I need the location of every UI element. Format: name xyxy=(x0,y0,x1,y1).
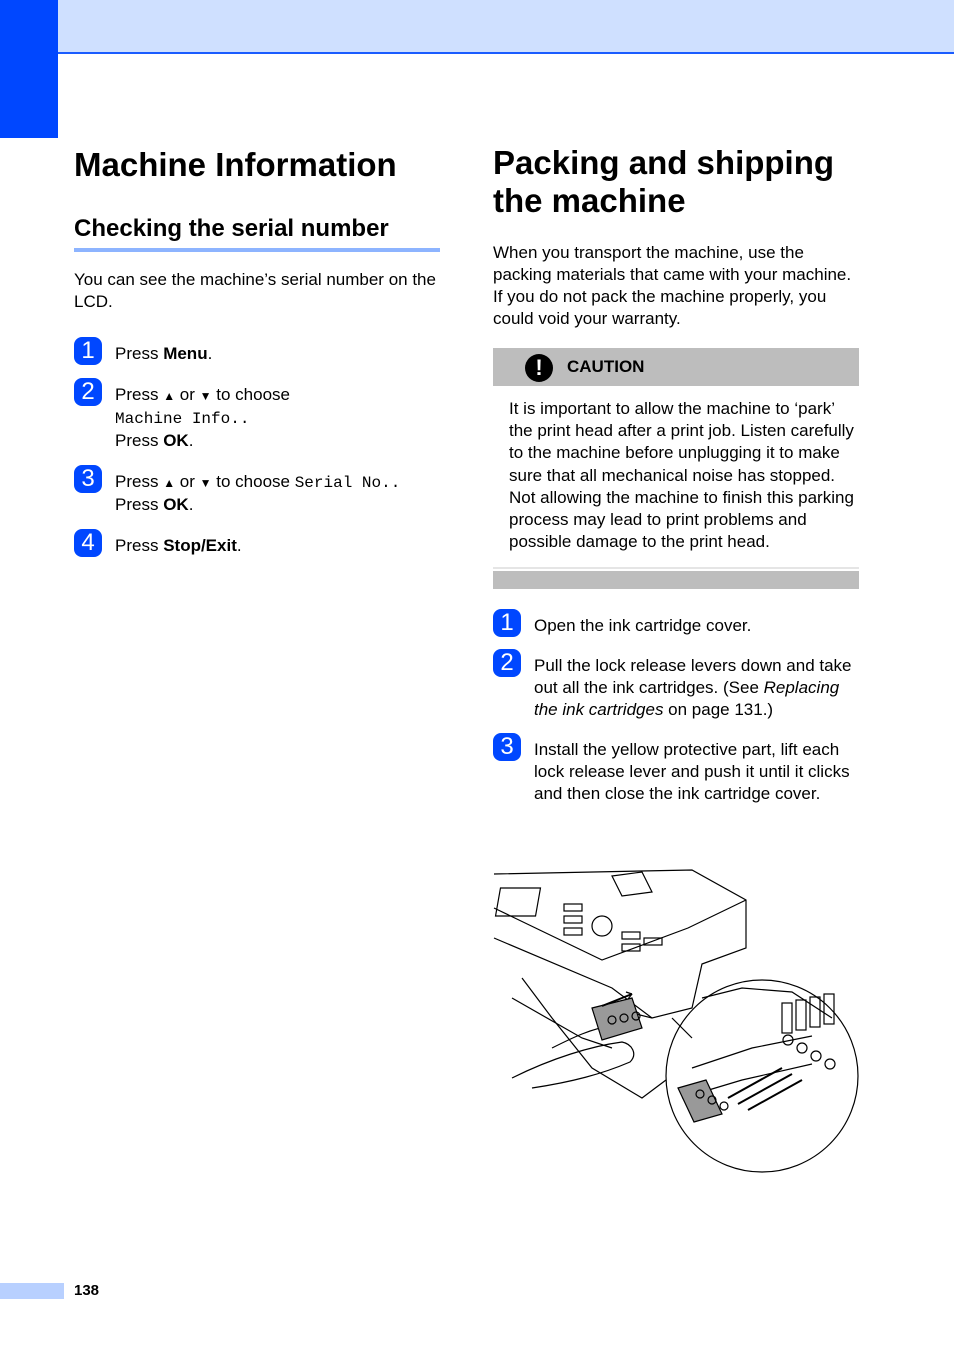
step-number: 1 xyxy=(493,609,521,637)
list-item: 1 Open the ink cartridge cover. xyxy=(493,615,859,637)
menu-key-label: Menu xyxy=(163,344,208,363)
lcd-text: Machine Info.. xyxy=(115,410,250,428)
chapter-tab xyxy=(0,0,58,138)
step-number: 1 xyxy=(74,337,102,365)
step-number: 3 xyxy=(493,733,521,761)
step-number: 3 xyxy=(74,465,102,493)
caution-footer-bar xyxy=(493,571,859,589)
step-number: 2 xyxy=(74,378,102,406)
step-number: 2 xyxy=(493,649,521,677)
list-item: 1 Press Menu. xyxy=(74,343,440,365)
ok-key-label: OK xyxy=(163,495,189,514)
down-arrow-icon: ▼ xyxy=(199,476,212,490)
list-item: 3 Press ▲ or ▼ to choose Serial No.. Press OK. xyxy=(74,471,440,516)
caution-header xyxy=(493,348,859,386)
caution-divider xyxy=(493,567,859,569)
packing-title: Packing and shipping the machine xyxy=(493,144,835,219)
caution-text: It is important to allow the machine to ‘park’ the print head after a print job. Listen carefully to the machine before unplugging it to make sure that all mechanical noise has stopped. Not allowing the machine to finish this parking process may lead to print problems and possible damage to the print head. xyxy=(509,399,854,552)
stop-exit-key-label: Stop/Exit xyxy=(163,536,237,555)
list-item: 3 Install the yellow protective part, lift each lock release lever and push it until it clicks and then close the ink cartridge cover. xyxy=(493,739,859,805)
list-item: 2 Press ▲ or ▼ to choose Machine Info.. Press OK. xyxy=(74,384,440,452)
list-item: 2 Pull the lock release levers down and take out all the ink cartridges. (See Replacing the ink cartridges on page 131.) xyxy=(493,655,859,721)
caution-label: CAUTION xyxy=(567,357,645,376)
ink-cartridge-illustration xyxy=(492,868,860,1173)
left-column xyxy=(74,140,440,557)
right-column xyxy=(493,140,859,805)
footer-band xyxy=(0,1283,64,1299)
page-number: 138 xyxy=(74,1282,100,1299)
step-number: 4 xyxy=(74,529,102,557)
exclamation-icon: ! xyxy=(525,354,553,382)
packing-intro: When you transport the machine, use the packing materials that came with your machine. If you do not pack the machine properly, you could void your warranty. xyxy=(493,243,852,328)
up-arrow-icon: ▲ xyxy=(163,389,176,403)
down-arrow-icon: ▼ xyxy=(199,389,212,403)
serial-intro: You can see the machine’s serial number on the LCD. xyxy=(74,270,436,311)
caution-box xyxy=(493,348,859,589)
page-title: Machine Information xyxy=(74,146,397,183)
section-title: Checking the serial number xyxy=(74,214,440,252)
lcd-text: Serial No.. xyxy=(294,474,401,492)
cross-reference: Replacing the ink cartridges xyxy=(534,678,840,720)
list-item: 4 Press Stop/Exit. xyxy=(74,535,440,557)
up-arrow-icon: ▲ xyxy=(163,476,176,490)
header-band xyxy=(0,0,954,54)
ok-key-label: OK xyxy=(163,431,189,450)
